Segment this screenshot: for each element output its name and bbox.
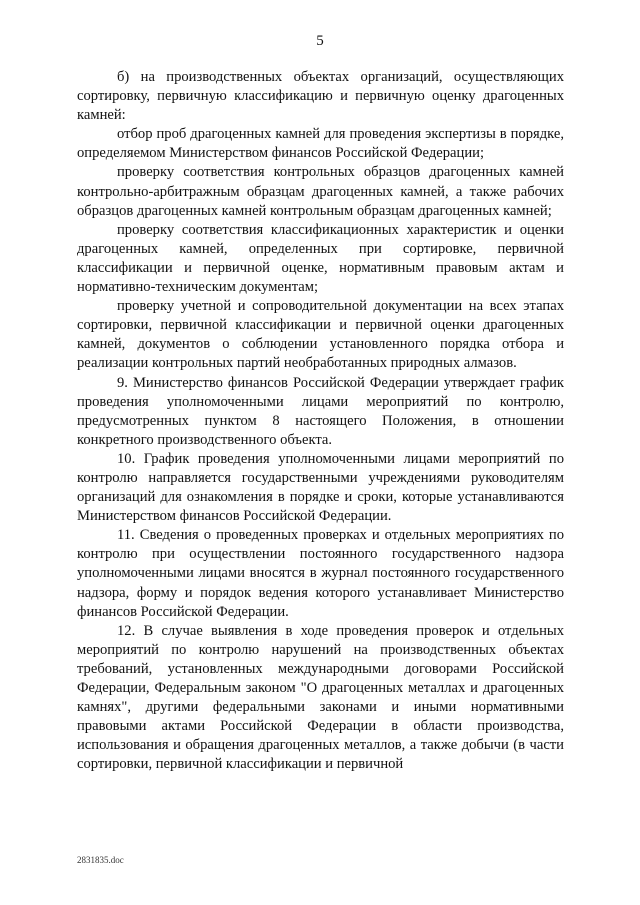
paragraph-documentation-check: проверку учетной и сопроводительной документации на всех этапах сортировки, первичной классификации и первичной оценки драгоценных камней, документов о соблюдении установленного порядка отбора и реализации контрольных партий необработанных природных алмазов. [77,298,564,372]
footer-document-code: 2831835.doc [77,855,124,865]
paragraph-item-11: 11. Сведения о проведенных проверках и отдельных мероприятиях по контролю при осуществлении постоянного государственного надзора уполномоченными лицами вносятся в журнал постоянного государственного надзора, форму и порядок ведения которого устанавливает Министерство финансов Российской Федерации. [77,527,564,620]
paragraph-b-production-objects: б) на производственных объектах организаций, осуществляющих сортировку, первичную классификацию и первичную оценку драгоценных камней: [77,69,564,124]
paragraph-classification-check: проверку соответствия классификационных характеристик и оценки драгоценных камней, определенных при сортировке, первичной классификации и первичной оценке, нормативным правовым актам и нормативно-техническим документам; [77,221,564,296]
paragraph-sample-selection: отбор проб драгоценных камней для проведения экспертизы в порядке, определяемом Министерством финансов Российской Федерации; [77,126,564,162]
paragraph-control-samples-check: проверку соответствия контрольных образцов драгоценных камней контрольно-арбитражным образцам драгоценных камней, а также рабочих образцов драгоценных камней контрольным образцам драгоценных камней; [77,164,564,219]
paragraph-item-9: 9. Министерство финансов Российской Федерации утверждает график проведения уполномоченными лицами мероприятий по контролю, предусмотренных пунктом 8 настоящего Положения, в отношении конкретного производственного объекта. [77,374,564,448]
paragraph-item-12: 12. В случае выявления в ходе проведения проверок и отдельных мероприятий по контролю нарушений на производственных объектах требований, установленных международными договорами Российской Федерации, Федеральным законом "О драгоценных металлах и драгоценных камнях", другими федеральными законами и иными нормативными правовыми актами Российской Федерации в области производства, использования и обращения драгоценных металлов, а также добычи (в части сортировки, первичной классификации и первичной [77,622,564,773]
page-number: 5 [316,33,324,49]
document-body [77,68,564,774]
paragraph-item-10: 10. График проведения уполномоченными лицами мероприятий по контролю направляется государственными учреждениями руководителям организаций для ознакомления в порядке и сроки, которые устанавливаются Министерством финансов Российской Федерации. [77,450,564,525]
